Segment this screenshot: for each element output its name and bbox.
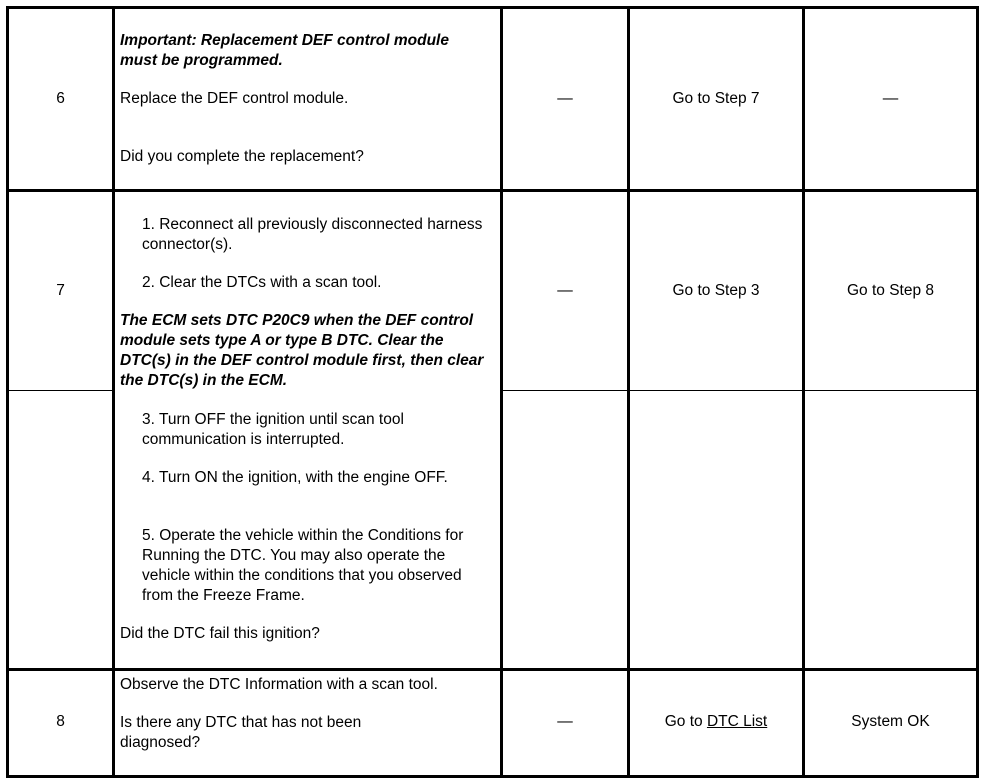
dtc-list-link[interactable]: DTC List [706, 713, 768, 730]
yes-prefix: Go to [664, 713, 707, 730]
yes-cell: Go to Step 3 [672, 282, 760, 299]
step-item: 2. Clear the DTCs with a scan tool. [142, 274, 382, 291]
no-cell: — [882, 90, 899, 107]
row-divider-partial [503, 390, 979, 391]
column-divider [500, 6, 503, 778]
no-cell: Go to Step 8 [846, 282, 935, 299]
yes-cell [630, 712, 802, 732]
step-item: 4. Turn ON the ignition, with the engine OFF. [142, 469, 448, 486]
step-item: 1. Reconnect all previously disconnected harness connector(s). [142, 216, 483, 253]
step-question: Is there any DTC that has not been diagnosed? [120, 714, 362, 751]
row-divider [6, 189, 979, 192]
table-border-top [6, 6, 979, 9]
step-question: Did the DTC fail this ignition? [120, 625, 320, 642]
step-number: 7 [56, 282, 65, 299]
table-border-left [6, 6, 9, 778]
row-divider [6, 668, 979, 671]
row-divider-partial [6, 390, 114, 391]
values-cell: — [557, 90, 573, 107]
column-divider [802, 6, 805, 778]
step-number: 6 [56, 90, 65, 107]
step-item: 3. Turn OFF the ignition until scan tool communication is interrupted. [142, 411, 404, 448]
step-item: 5. Operate the vehicle within the Conditions for Running the DTC. You may also operate the vehicle within the conditions that you observed from the Freeze Frame. [142, 527, 464, 604]
yes-cell: Go to Step 7 [672, 90, 760, 107]
table-border-bottom [6, 775, 979, 778]
step-question: Did you complete the replacement? [120, 148, 364, 165]
step-action: Observe the DTC Information with a scan tool. [120, 676, 438, 693]
ecm-note: The ECM sets DTC P20C9 when the DEF control module sets type A or type B DTC. Clear the DTC(s) in the DEF control module first, then clear the DTC(s) in the ECM. [120, 312, 484, 389]
column-divider [627, 6, 630, 778]
column-divider [112, 6, 115, 778]
important-note: Important: Replacement DEF control module must be programmed. [120, 32, 449, 69]
values-cell: — [557, 282, 573, 299]
no-cell: System OK [851, 713, 930, 730]
step-action: Replace the DEF control module. [120, 90, 349, 107]
table-border-right [976, 6, 979, 778]
values-cell: — [557, 713, 573, 730]
step-number: 8 [56, 713, 65, 730]
